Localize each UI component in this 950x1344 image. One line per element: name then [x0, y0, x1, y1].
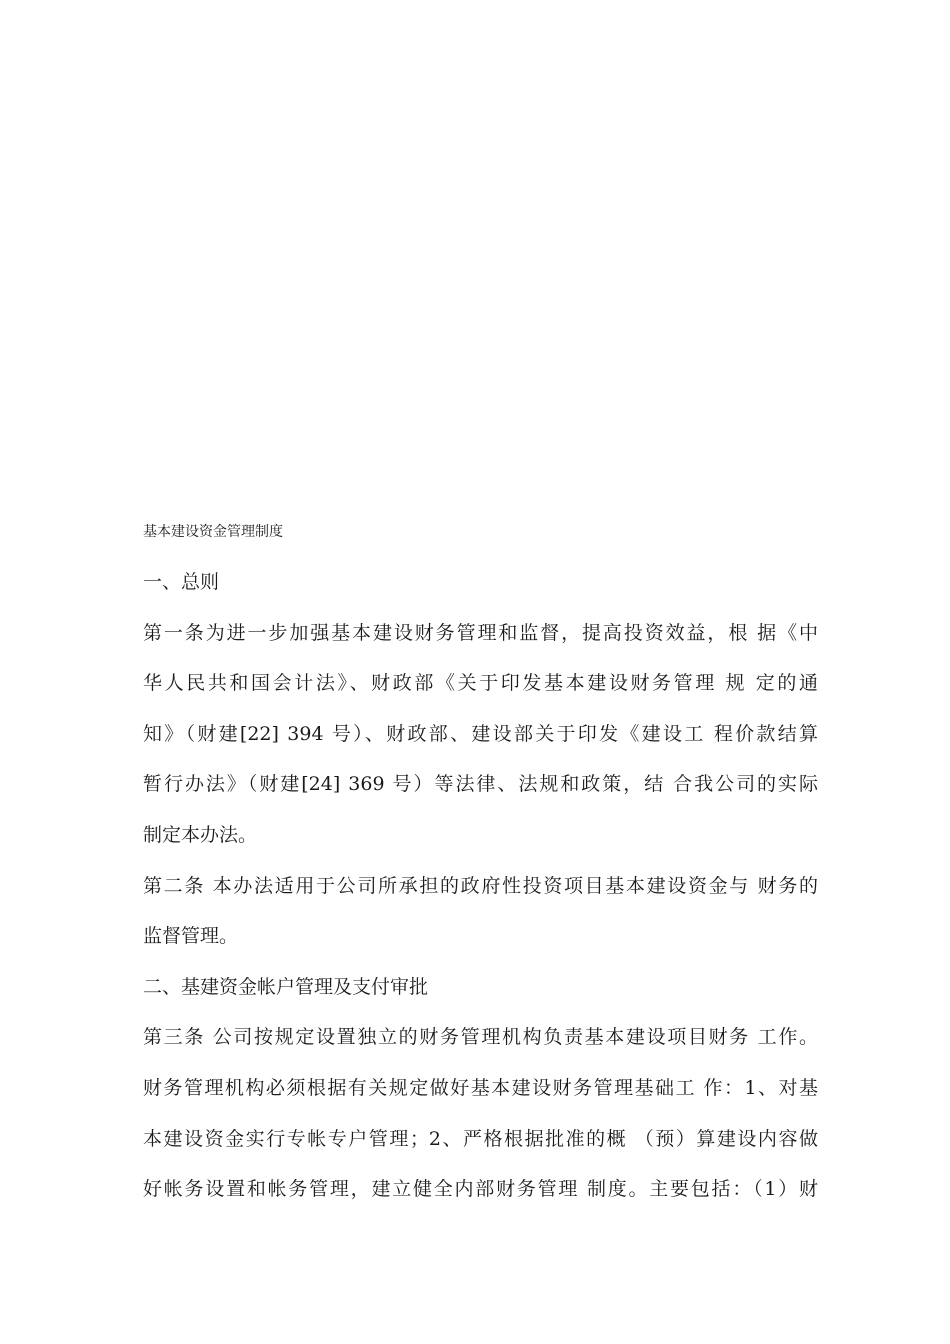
- paragraph-line: 本建设资金实行专帐专户管理；2、严格根据批准的概 （预）算建设内容做: [143, 1127, 818, 1150]
- section-heading-general: 一、总则: [143, 571, 220, 593]
- document-title: 基本建设资金管理制度: [143, 524, 283, 540]
- paragraph-line: 财务管理机构必须根据有关规定做好基本建设财务管理基础工 作：1、对基: [143, 1076, 818, 1099]
- paragraph-line: 制定本办法。: [143, 823, 258, 846]
- paragraph-line: 知》（财建[22] 394 号）、财政部、建设部关于印发《建设工 程价款结算: [143, 722, 818, 745]
- document-body: [143, 557, 818, 1215]
- section-heading-accounts: 二、基建资金帐户管理及支付审批: [143, 975, 429, 998]
- paragraph-line: 华人民共和国会计法》、财政部《关于印发基本建设财务管理 规 定的通: [143, 672, 818, 695]
- paragraph-line: 第二条 本办法适用于公司所承担的政府性投资项目基本建设资金与 财务的: [143, 874, 818, 897]
- paragraph-line: 好帐务设置和帐务管理，建立健全内部财务管理 制度。主要包括：（1）财: [143, 1178, 818, 1201]
- paragraph-line: 第一条为进一步加强基本建设财务管理和监督，提高投资效益，根 据《中: [143, 621, 818, 644]
- paragraph-line: 暂行办法》（财建[24] 369 号）等法律、法规和政策，结 合我公司的实际: [143, 773, 818, 796]
- paragraph-line: 第三条 公司按规定设置独立的财务管理机构负责基本建设项目财务 工作。: [143, 1026, 818, 1049]
- paragraph-line: 监督管理。: [143, 925, 239, 948]
